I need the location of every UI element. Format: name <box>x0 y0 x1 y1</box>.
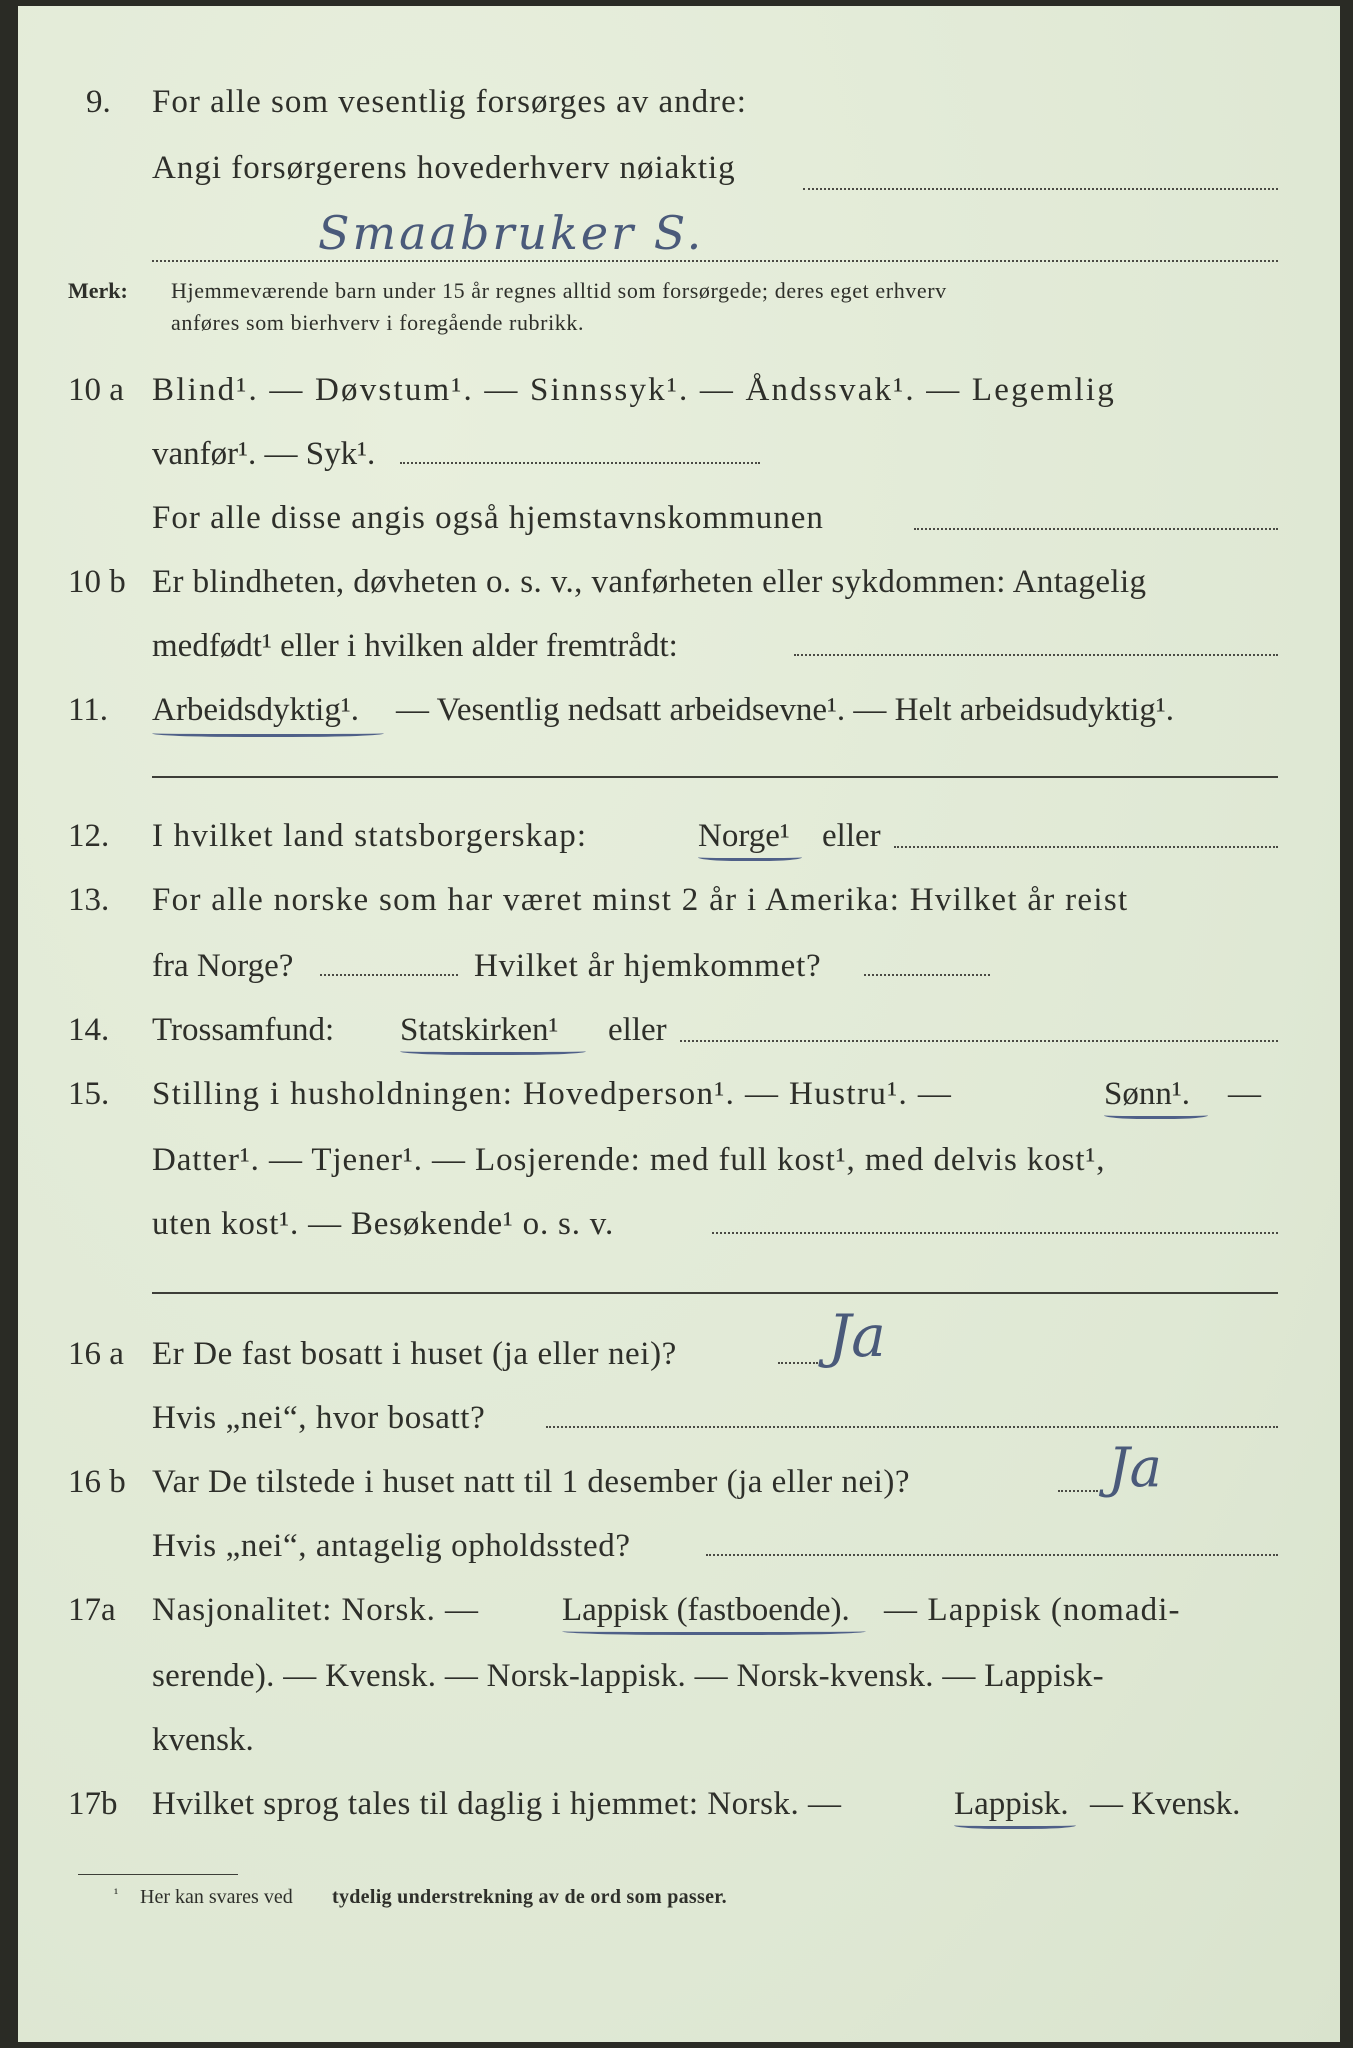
q12-line1: I hvilket land statsborgerskap: <box>152 818 588 854</box>
q9-dotted-line <box>803 188 1278 190</box>
q17a-number: 17a <box>68 1592 116 1628</box>
q17a-line1c: — Lappisk (nomadi- <box>884 1592 1181 1628</box>
merk-line2: anføres som bierhverv i foregående rubrikk. <box>171 310 585 335</box>
q15-dotted-line <box>712 1232 1278 1234</box>
q13-dotted-line-2 <box>864 974 990 976</box>
q13-dotted-line-1 <box>320 974 458 976</box>
q15-number: 15. <box>68 1076 110 1112</box>
merk-label: Merk: <box>68 278 128 303</box>
footnote-text-b: tydelig understrekning av de ord som passer. <box>332 1886 727 1908</box>
q9-line2: Angi forsørgerens hovederhverv nøiaktig <box>152 150 736 186</box>
q15-line1: Stilling i husholdningen: Hovedperson¹. — Hustru¹. — <box>152 1076 953 1112</box>
q16a-dotted-line-2 <box>546 1426 1278 1428</box>
q14-line1: Trossamfund: <box>152 1012 335 1048</box>
q11-line1-rest: — Vesentlig nedsatt arbeidsevne¹. — Helt arbeidsudyktig¹. <box>396 692 1175 728</box>
q14-underline-mark <box>400 1046 586 1055</box>
q10a-line2: vanfør¹. — Syk¹. <box>152 436 376 472</box>
q17a-line1a: Nasjonalitet: Norsk. — <box>152 1592 479 1628</box>
q15-line2: Datter¹. — Tjener¹. — Losjerende: med full kost¹, med delvis kost¹, <box>152 1142 1106 1178</box>
q10b-line2: medfødt¹ eller i hvilken alder fremtrådt: <box>152 628 678 664</box>
q17b-line1a: Hvilket sprog tales til daglig i hjemmet: Norsk. — <box>152 1786 842 1822</box>
q17b-lappisk: Lappisk. <box>954 1786 1069 1822</box>
q10a-number: 10 a <box>68 372 124 408</box>
q10b-number: 10 b <box>68 564 126 600</box>
q12-underline-mark <box>698 852 802 861</box>
q12-number: 12. <box>68 818 110 854</box>
q15-sonn: Sønn¹. <box>1104 1076 1190 1112</box>
q10a-dotted-line-2 <box>914 528 1278 530</box>
q10b-dotted-line <box>794 654 1278 656</box>
q17a-line3: kvensk. <box>152 1722 254 1758</box>
q15-answer-line <box>152 1292 1278 1294</box>
q14-statskirken: Statskirken¹ <box>400 1012 559 1048</box>
q14-dotted-line <box>680 1040 1278 1042</box>
q13-number: 13. <box>68 882 110 918</box>
q17b-underline-mark <box>954 1820 1076 1829</box>
q16a-dotted-line <box>778 1362 818 1364</box>
census-form-page <box>18 6 1340 2042</box>
q11-number: 11. <box>68 692 109 728</box>
q14-number: 14. <box>68 1012 110 1048</box>
footnote-mark: ¹ <box>114 1887 119 1902</box>
q17b-line1c: — Kvensk. <box>1090 1786 1241 1822</box>
q12-eller: eller <box>822 818 881 854</box>
q12-norge: Norge¹ <box>698 818 790 854</box>
q17b-number: 17b <box>68 1786 118 1822</box>
q10a-line1: Blind¹. — Døvstum¹. — Sinnssyk¹. — Åndssvak¹. — Legemlig <box>152 372 1116 408</box>
footnote-text-a: Her kan svares ved <box>140 1886 293 1908</box>
q16a-line1: Er De fast bosatt i huset (ja eller nei)? <box>152 1336 677 1372</box>
q15-line3: uten kost¹. — Besøkende¹ o. s. v. <box>152 1206 615 1242</box>
q11-underline-mark <box>152 728 384 737</box>
q12-dotted-line <box>894 846 1278 848</box>
q15-dash: — <box>1228 1076 1261 1112</box>
q10b-line1: Er blindheten, døvheten o. s. v., vanførheten eller sykdommen: Antagelig <box>152 564 1147 600</box>
q17a-lappisk-fastboende: Lappisk (fastboende). <box>562 1592 850 1628</box>
q11-answer-line <box>152 776 1278 778</box>
q17a-underline-mark <box>562 1626 866 1635</box>
q15-underline-mark <box>1104 1110 1208 1119</box>
q16b-dotted-line-2 <box>706 1554 1278 1556</box>
footnote-divider <box>78 1874 238 1875</box>
q14-eller: eller <box>608 1012 667 1048</box>
q16b-number: 16 b <box>68 1464 126 1500</box>
q16b-line2: Hvis „nei“, antagelig opholdssted? <box>152 1528 631 1564</box>
q16a-line2: Hvis „nei“, hvor bosatt? <box>152 1400 486 1436</box>
q13-line2b: Hvilket år hjemkommet? <box>474 948 822 984</box>
q11-arbeidsdyktig: Arbeidsdyktig¹. <box>152 692 359 728</box>
q9-number: 9. <box>86 84 111 120</box>
q16b-line1: Var De tilstede i huset natt til 1 desember (ja eller nei)? <box>152 1464 910 1500</box>
q9-answer-line <box>152 260 1278 262</box>
q9-handwritten-answer: Smaabruker S. <box>318 206 705 260</box>
q16a-handwritten-answer: Ja <box>828 1302 886 1370</box>
q16b-handwritten-answer: Ja <box>1108 1436 1162 1499</box>
q10a-dotted-line <box>400 462 760 464</box>
merk-line1: Hjemmeværende barn under 15 år regnes alltid som forsørgede; deres eget erhverv <box>171 278 947 303</box>
q16a-number: 16 a <box>68 1336 124 1372</box>
q17a-line2: serende). — Kvensk. — Norsk-lappisk. — Norsk-kvensk. — Lappisk- <box>152 1658 1104 1694</box>
q13-line1: For alle norske som har været minst 2 år i Amerika: Hvilket år reist <box>152 882 1129 918</box>
q10a-line3: For alle disse angis også hjemstavnskommunen <box>152 500 824 536</box>
q9-line1: For alle som vesentlig forsørges av andre: <box>152 84 747 120</box>
q16b-dotted-line <box>1058 1490 1098 1492</box>
q13-line2a: fra Norge? <box>152 948 294 984</box>
